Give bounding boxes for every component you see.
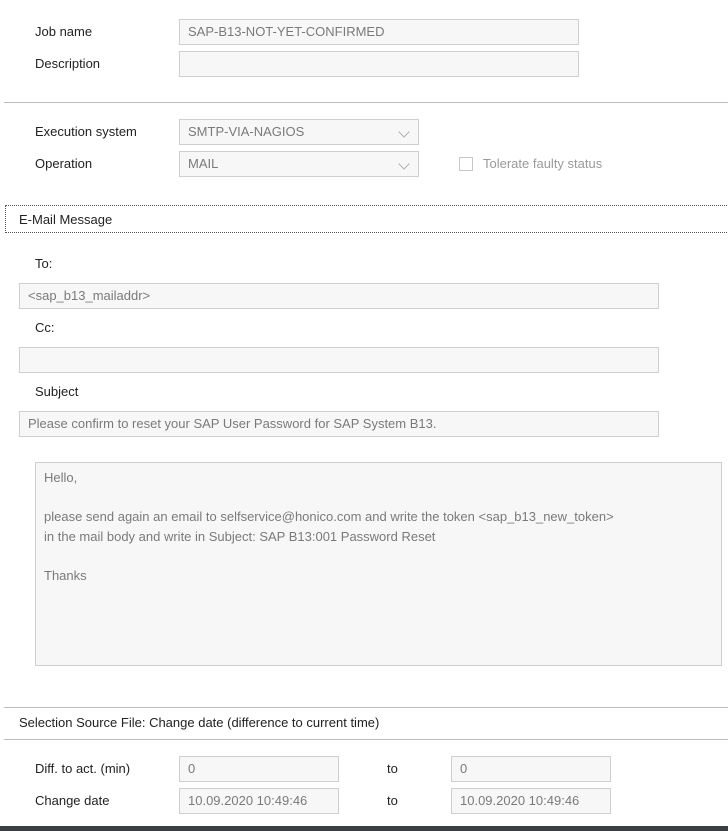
- change-date-to-label: to: [387, 793, 398, 808]
- operation-select[interactable]: [179, 151, 419, 177]
- tolerate-faulty-checkbox[interactable]: [459, 157, 473, 171]
- chevron-down-icon: [398, 126, 409, 137]
- diff-label: Diff. to act. (min): [35, 761, 131, 776]
- to-field[interactable]: <sap_b13_mailaddr>: [19, 283, 659, 309]
- subject-field[interactable]: Please confirm to reset your SAP User Password for SAP System B13.: [19, 411, 659, 437]
- body-line: [44, 546, 713, 566]
- description-label: Description: [35, 56, 101, 71]
- job-name-label: Job name: [35, 24, 93, 39]
- change-date-to-field[interactable]: 10.09.2020 10:49:46: [451, 788, 611, 814]
- change-date-label: Change date: [35, 793, 110, 808]
- divider: [4, 707, 728, 708]
- job-name-field[interactable]: SAP-B13-NOT-YET-CONFIRMED: [179, 19, 579, 45]
- chevron-down-icon: [398, 158, 409, 169]
- operation-value: MAIL: [188, 156, 219, 171]
- email-section-title: E-Mail Message: [19, 212, 113, 227]
- tolerate-faulty-label: Tolerate faulty status: [483, 156, 603, 171]
- cc-label: Cc:: [35, 320, 55, 335]
- selection-section-title: Selection Source File: Change date (difference to current time): [19, 715, 380, 730]
- execution-system-select[interactable]: [179, 119, 419, 145]
- divider: [4, 102, 728, 103]
- body-line: Hello,: [44, 470, 78, 485]
- footer-bar: [0, 826, 728, 831]
- body-line: in the mail body and write in Subject: SAP B13:001 Password Reset: [44, 528, 436, 544]
- cc-field[interactable]: [19, 347, 659, 373]
- diff-to-label: to: [387, 761, 398, 776]
- description-field[interactable]: [179, 51, 579, 77]
- email-section-header[interactable]: [5, 205, 728, 233]
- operation-label: Operation: [35, 156, 93, 171]
- subject-label: Subject: [35, 384, 79, 399]
- body-line: Thanks: [44, 567, 87, 583]
- diff-from-field[interactable]: 0: [179, 756, 339, 782]
- body-line: please send again an email to selfservice@honico.com and write the token <sap_b13_new_token>: [44, 509, 614, 524]
- execution-system-label: Execution system: [35, 124, 137, 139]
- change-date-from-field[interactable]: 10.09.2020 10:49:46: [179, 788, 339, 814]
- diff-to-field[interactable]: 0: [451, 756, 611, 782]
- to-label: To:: [35, 256, 53, 271]
- divider: [4, 739, 728, 740]
- body-line: [44, 488, 713, 508]
- execution-system-value: SMTP-VIA-NAGIOS: [188, 124, 305, 139]
- message-body-textarea[interactable]: [35, 462, 722, 666]
